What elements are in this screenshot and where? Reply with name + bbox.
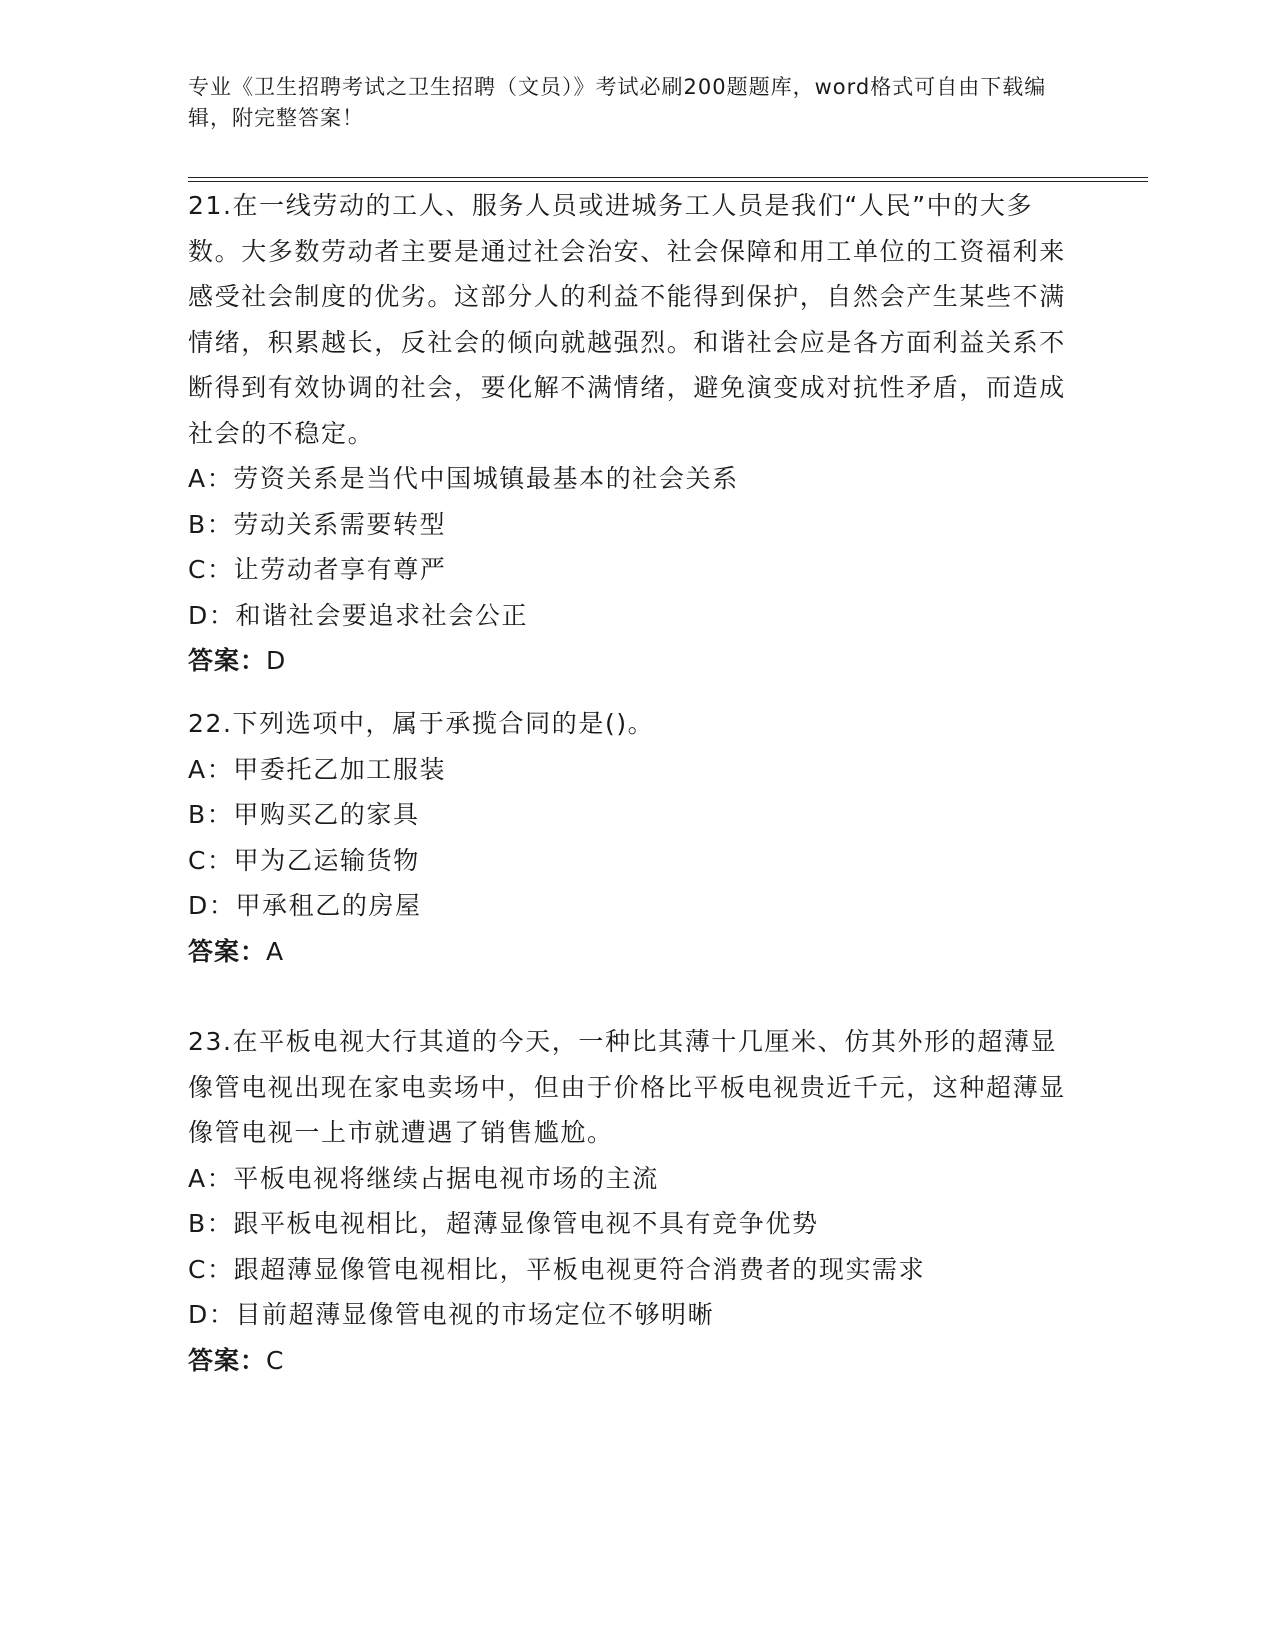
answer-line (188, 1338, 1068, 1384)
answer-label: 答案： (188, 1345, 267, 1375)
question-21 (188, 183, 1068, 684)
answer-value: C (266, 1345, 285, 1375)
option-b: B：劳动关系需要转型 (188, 509, 447, 539)
question-stem: 23.在平板电视大行其道的今天，一种比其薄十几厘米、仿其外形的超薄显像管电视出现在家电卖场中，但由于价格比平板电视贵近千元，这种超薄显像管电视一上市就遭遇了销售尴尬。 (188, 1027, 1066, 1147)
option-a: A：甲委托乙加工服装 (188, 754, 447, 784)
question-stem: 22.下列选项中，属于承揽合同的是()。 (188, 709, 655, 738)
option-c: C：甲为乙运输货物 (188, 845, 420, 875)
option-a: A：平板电视将继续占据电视市场的主流 (188, 1163, 659, 1193)
option-d: D：目前超薄显像管电视的市场定位不够明晰 (188, 1300, 715, 1329)
answer-line (188, 929, 1068, 975)
document-page (188, 0, 1148, 1650)
question-23 (188, 1019, 1068, 1383)
option-d: D：和谐社会要追求社会公正 (188, 600, 529, 630)
answer-label: 答案： (188, 936, 267, 966)
document-header: 专业《卫生招聘考试之卫生招聘（文员）》考试必刷200题题库，word格式可自由下载编辑，附完整答案！ (188, 75, 1047, 130)
answer-value: A (266, 936, 285, 966)
option-c: C：跟超薄显像管电视相比，平板电视更符合消费者的现实需求 (188, 1254, 926, 1284)
option-b: B：甲购买乙的家具 (188, 800, 420, 829)
answer-value: D (266, 646, 287, 675)
header-divider (188, 177, 1148, 182)
option-d: D：甲承租乙的房屋 (188, 891, 422, 920)
answer-label: 答案： (188, 646, 267, 675)
option-b: B：跟平板电视相比，超薄显像管电视不具有竞争优势 (188, 1209, 819, 1238)
answer-line (188, 638, 1068, 684)
option-a: A：劳资关系是当代中国城镇最基本的社会关系 (188, 464, 739, 493)
question-22 (188, 701, 1068, 974)
option-c: C：让劳动者享有尊严 (188, 555, 447, 584)
question-stem: 21.在一线劳动的工人、服务人员或进城务工人员是我们“人民”中的大多数。大多数劳动者主要是通过社会治安、社会保障和用工单位的工资福利来感受社会制度的优劣。这部分人的利益不能得到保护，自然会产生某些不满情绪，积累越长，反社会的倾向就越强烈。和谐社会应是各方面利益关系不断得到有效协调的社会，要化解不满情绪，避免演变成对抗性矛盾，而造成社会的不稳定。 (188, 191, 1066, 448)
